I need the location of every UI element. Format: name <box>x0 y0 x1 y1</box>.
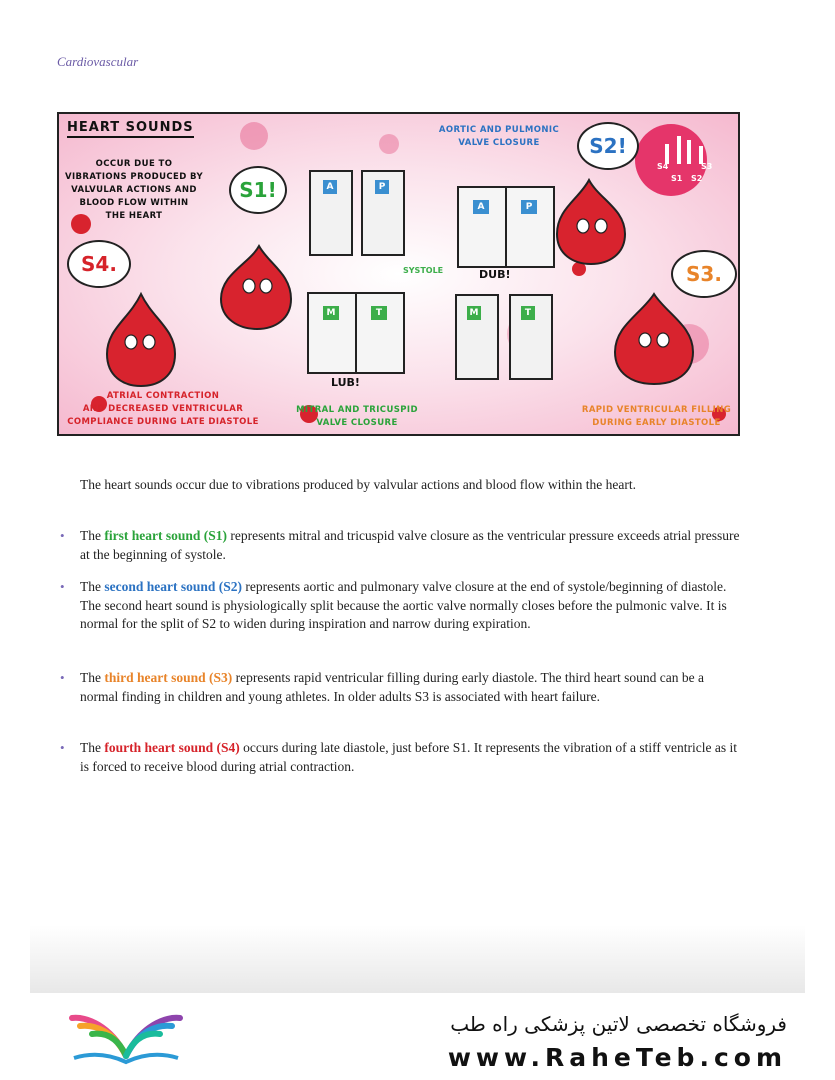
term-s3: third heart sound (S3) <box>104 670 233 685</box>
door-label-p-closed: P <box>521 200 537 214</box>
store-name: فروشگاه تخصصی لاتین پزشکی راه طب <box>450 1012 787 1036</box>
s4-speech-bubble: S4. <box>67 240 131 288</box>
systole-label: SYSTOLE <box>403 266 444 275</box>
wave-label-s1: S1 <box>671 174 683 183</box>
running-header: Cardiovascular <box>57 54 139 69</box>
figure-title: HEART SOUNDS <box>67 120 194 138</box>
bullet-dot: • <box>60 528 65 543</box>
bullet-dot: • <box>60 740 65 755</box>
door-label-a-open: A <box>323 180 337 194</box>
s1-speech-bubble: S1! <box>229 166 287 214</box>
aortic-pulmonic-open-doors <box>309 170 401 254</box>
s3-drop-icon <box>615 294 693 384</box>
store-url[interactable]: www.RaheTeb.com <box>447 1043 787 1072</box>
aortic-pulmonic-closed-doors <box>457 186 553 266</box>
term-s4: fourth heart sound (S4) <box>104 740 240 755</box>
mitral-tricuspid-caption: MITRAL AND TRICUSPID VALVE CLOSURE <box>296 405 418 428</box>
atrial-contraction-caption: ATRIAL CONTRACTION AND DECREASED VENTRICULAR COMPLIANCE DURING LATE DIASTOLE <box>67 391 259 427</box>
intro-paragraph: The heart sounds occur due to vibrations produced by valvular actions and blood flow within the heart. <box>80 477 636 492</box>
door-label-t-closed: T <box>371 306 387 320</box>
door-label-m-closed: M <box>323 306 339 320</box>
bullet-s3: • The third heart sound (S3) represents rapid ventricular filling during early diastole. The third heart sound can be a normal finding in children and young athletes. In older adults S3 is associated with heart failure. <box>60 670 704 704</box>
mitral-tricuspid-closed-doors <box>307 292 403 372</box>
term-s1: first heart sound (S1) <box>104 528 228 543</box>
figure-intro-caption: OCCUR DUE TO VIBRATIONS PRODUCED BY VALVULAR ACTIONS AND BLOOD FLOW WITHIN THE HEART <box>64 159 204 221</box>
rapid-filling-caption: RAPID VENTRICULAR FILLING DURING EARLY DIASTOLE <box>581 405 732 428</box>
s3-speech-bubble: S3. <box>671 250 737 298</box>
dub-label: DUB! <box>479 268 511 281</box>
mitral-tricuspid-open-doors <box>455 294 551 378</box>
s2-speech-bubble: S2! <box>577 122 639 170</box>
term-s2: second heart sound (S2) <box>104 579 243 594</box>
s1-drop-icon <box>221 246 291 329</box>
bullet-s2: • The second heart sound (S2) represents aortic and pulmonary valve closure at the end of systole/beginning of diastole. The second heart sound is physiologically split because the aortic valve normally closes before the pulmonic valve. It is normal for the split of S2 to widen during inspiration and narrow during expiration. <box>60 579 727 631</box>
lub-label: LUB! <box>331 376 360 389</box>
wave-label-s2: S2 <box>691 174 703 183</box>
bullet-s4: • The fourth heart sound (S4) occurs during late diastole, just before S1. It represents the vibration of a stiff ventricle as it is forced to receive blood during atrial contraction. <box>60 740 737 774</box>
aortic-pulmonic-caption: AORTIC AND PULMONIC VALVE CLOSURE <box>438 125 560 148</box>
s4-drop-icon <box>107 294 175 386</box>
door-label-m-open: M <box>467 306 481 320</box>
wave-label-s4: S4 <box>657 162 669 171</box>
open-book-logo-icon <box>66 1006 186 1068</box>
bullet-dot: • <box>60 670 65 685</box>
wave-label-s3: S3 <box>701 162 713 171</box>
bullet-dot: • <box>60 579 65 594</box>
heart-sounds-figure <box>57 112 740 436</box>
door-label-p-open: P <box>375 180 389 194</box>
s2-drop-icon <box>557 180 625 264</box>
door-label-a-closed: A <box>473 200 489 214</box>
blood-drop-characters <box>59 114 740 436</box>
door-label-t-open: T <box>521 306 535 320</box>
bullet-s1: • The first heart sound (S1) represents mitral and tricuspid valve closure as the ventricular pressure exceeds atrial pressure at the beginning of systole. <box>60 528 740 562</box>
